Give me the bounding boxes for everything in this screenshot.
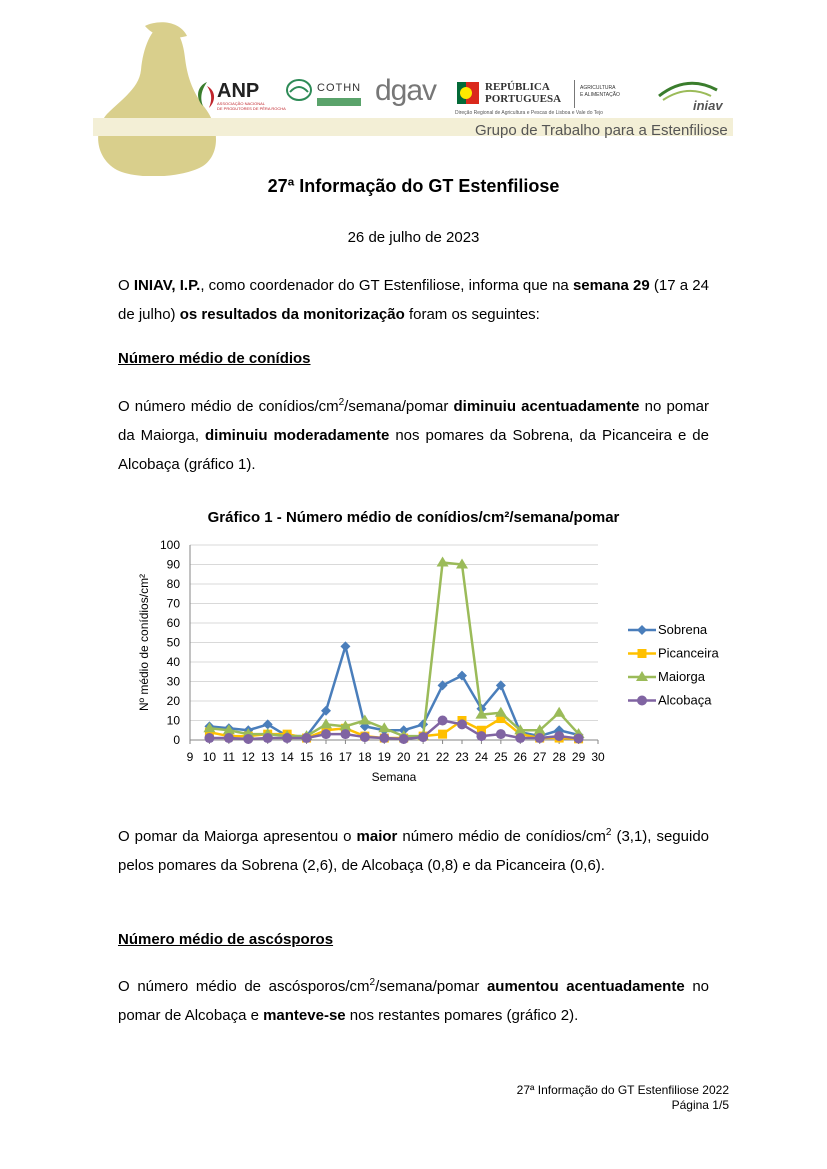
x-tick-label: 15: [299, 750, 314, 764]
data-point: [340, 729, 350, 739]
data-point: [535, 733, 545, 743]
page-header: [93, 18, 733, 176]
data-point: [399, 734, 409, 744]
legend-label: Maiorga: [658, 669, 705, 684]
x-tick-label: 28: [552, 750, 566, 764]
data-point: [438, 730, 447, 739]
data-point: [263, 733, 273, 743]
data-point: [496, 729, 506, 739]
y-tick-label: 100: [159, 538, 180, 552]
x-tick-label: 17: [338, 750, 353, 764]
data-point: [360, 732, 370, 742]
x-tick-label: 22: [435, 750, 450, 764]
republica-text-1: REPÚBLICA: [485, 81, 550, 93]
y-tick-label: 80: [166, 577, 180, 591]
legend-item: [628, 693, 712, 708]
cothn-logo-text: COTHN: [317, 82, 362, 94]
data-point: [302, 733, 312, 743]
footer-page-number: Página 1/5: [671, 1098, 729, 1112]
anp-logo-text: ANP: [217, 80, 260, 102]
section-heading-ascosporos: Número médio de ascósporos: [118, 931, 334, 948]
y-tick-label: 20: [166, 694, 180, 708]
y-tick-label: 70: [166, 596, 180, 611]
x-tick-label: 23: [455, 750, 469, 764]
legend-item: [628, 646, 719, 661]
data-point: [418, 732, 428, 742]
x-tick-label: 20: [397, 750, 411, 764]
data-point: [359, 715, 371, 725]
y-tick-label: 40: [166, 655, 180, 669]
x-tick-label: 27: [533, 750, 547, 764]
x-tick-label: 25: [494, 750, 508, 764]
x-tick-label: 11: [222, 750, 236, 764]
data-point: [554, 731, 564, 741]
data-point: [204, 733, 214, 743]
chart-1: [0, 530, 827, 800]
data-point: [515, 733, 525, 743]
data-point: [495, 707, 507, 717]
data-point: [224, 733, 234, 743]
x-tick-label: 29: [571, 750, 586, 764]
ascosporos-paragraph: O número médio de ascósporos/$cm^2/semana$/pomar aumentou acentuadamente no pomar de Alcobaça e manteve-se nos restantes pomares (gráfico 2).: [118, 977, 710, 1024]
iniav-logo-text: iniav: [693, 98, 723, 113]
y-tick-label: 10: [166, 713, 180, 728]
agricultura-text-2: E ALIMENTAÇÃO: [580, 92, 620, 98]
legend-item: [628, 622, 708, 637]
data-point: [438, 716, 448, 726]
x-tick-label: 13: [261, 750, 275, 764]
series-line: [209, 563, 578, 737]
y-tick-label: 50: [166, 635, 180, 650]
x-tick-label: 30: [591, 750, 605, 764]
x-tick-label: 21: [416, 750, 430, 764]
x-tick-label: 26: [513, 750, 527, 764]
y-axis-label: Nº médio de conídios/cm²: [137, 573, 151, 712]
data-point: [457, 719, 467, 729]
x-tick-label: 19: [377, 750, 391, 764]
data-point: [282, 733, 292, 743]
data-point: [476, 731, 486, 741]
anp-logo-sub2: DE PRODUTORES DE PÊRA ROCHA: [217, 106, 286, 111]
x-tick-label: 16: [319, 750, 333, 764]
dgav-logo-text: dgav: [375, 74, 437, 107]
data-point: [574, 733, 584, 743]
anp-logo-sub1: ASSOCIAÇÃO NACIONAL: [217, 101, 266, 106]
x-tick-label: 18: [358, 750, 372, 764]
chart-title: Gráfico 1 - Número médio de conídios/cm²/semana/pomar: [207, 509, 620, 526]
group-title: Grupo de Trabalho para a Estenfiliose: [475, 122, 728, 139]
y-tick-label: 60: [166, 616, 180, 630]
x-tick-label: 12: [241, 750, 255, 764]
document-title: 27ª Informação do GT Estenfiliose: [267, 176, 560, 196]
maior-paragraph: O pomar da Maiorga apresentou o maior número médio de conídios/$cm^2$ (3,1), seguido pelos pomares da Sobrena (2,6), de Alcobaça (0,8) e da Picanceira (0,6).: [118, 827, 710, 874]
y-tick-label: 90: [166, 557, 180, 572]
legend-marker: [637, 696, 647, 706]
legend-marker: [637, 625, 647, 635]
conidios-paragraph: O número médio de conídios/$cm^2/semana$/pomar diminuiu acentuadamente no pomar da Maiorga, diminuiu moderadamente nos pomares da Sobrena, da Picanceira e de Alcobaça (gráfico 1).: [118, 397, 709, 473]
data-point: [320, 718, 332, 728]
x-tick-label: 24: [474, 750, 489, 764]
data-point: [243, 734, 253, 744]
series-sobrena: [204, 641, 583, 741]
legend-label: Picanceira: [658, 645, 719, 661]
data-point: [379, 733, 389, 743]
legend-marker: [638, 649, 647, 658]
x-tick-label: 10: [202, 750, 217, 764]
legend-item: [628, 669, 706, 684]
republica-text-2: PORTUGUESA: [485, 93, 562, 105]
drap-text: Direção Regional de Agricultura e Pescas de Lisboa e Vale do Tejo: [455, 110, 603, 116]
y-tick-label: 30: [166, 674, 180, 689]
cothn-logo-band: [317, 98, 361, 106]
republica-flag-icon: [457, 80, 479, 106]
data-point: [553, 707, 565, 717]
logo-divider: [574, 80, 575, 108]
y-tick-label: 0: [173, 733, 180, 747]
document-date: 26 de julho de 2023: [347, 229, 480, 246]
data-point: [321, 729, 331, 739]
legend-label: Sobrena: [658, 622, 708, 637]
legend-label: Alcobaça: [658, 692, 712, 708]
footer-line-1: 27ª Informação do GT Estenfiliose 2022: [516, 1083, 729, 1097]
x-axis-label: Semana: [371, 770, 417, 784]
x-tick-label: 14: [280, 750, 294, 764]
x-tick-label: 9: [186, 750, 194, 764]
section-heading-conidios: Número médio de conídios: [118, 350, 311, 367]
cothn-logo-icon: [285, 78, 313, 102]
data-point: [437, 557, 449, 567]
agricultura-text-1: AGRICULTURA: [580, 85, 616, 91]
intro-paragraph: O INIAV, I.P., como coordenador do GT Estenfiliose, informa que na semana 29 (17 a 24 de julho) os resultados da monitorização foram os seguintes:: [118, 277, 709, 323]
page-footer: [517, 1083, 729, 1113]
